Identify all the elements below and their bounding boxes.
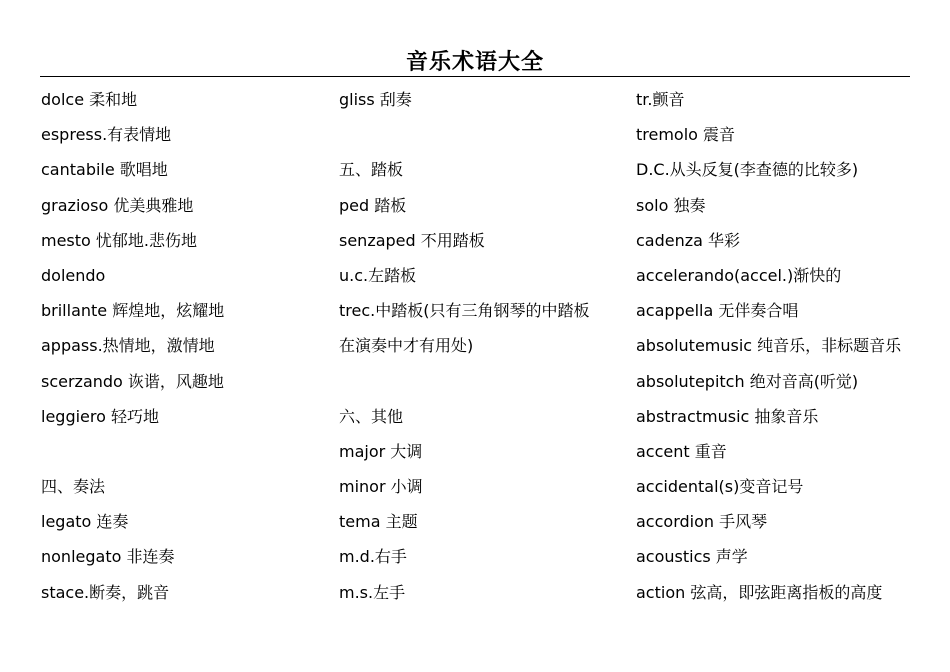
term-line: absolutemusic 纯音乐，非标题音乐 [636,336,902,356]
term-line: stace.断奏，跳音 [41,582,170,602]
term-line: action 弦高，即弦距离指板的高度 [636,582,883,602]
blank-line [339,364,624,399]
term-line: tr.颤音 [636,90,685,109]
term-line: appass.热情地，激情地 [41,336,215,356]
blank-line [339,117,624,152]
term-line-continued: 在演奏中才有用处) [339,336,474,356]
term-line: ped 踏板 [339,195,407,215]
term-line: accelerando(accel.)渐快的 [636,265,842,285]
section-heading: 六、其他 [339,406,404,426]
blank-line [41,434,331,469]
column-1 [41,82,331,610]
term-line: legato 连奏 [41,512,129,532]
term-line: grazioso 优美典雅地 [41,195,194,215]
term-line: tema 主题 [339,512,418,532]
term-line: minor 小调 [339,477,423,497]
column-2 [339,82,624,610]
document-title: 音乐术语大全 [405,50,544,75]
column-3 [636,82,926,610]
term-line: abstractmusic 抽象音乐 [636,406,819,426]
term-line: accidental(s)变音记号 [636,477,804,497]
term-line: nonlegato 非连奏 [41,547,175,567]
term-line: acappella 无伴奏合唱 [636,301,799,321]
term-line: acoustics 声学 [636,547,748,567]
term-line: solo 独奏 [636,195,706,215]
term-line: accent 重音 [636,441,727,461]
term-line: m.d.右手 [339,547,407,567]
term-line: cadenza 华彩 [636,230,741,250]
term-line: gliss 刮奏 [339,90,412,109]
term-line: tremolo 震音 [636,125,736,145]
term-line: dolce 柔和地 [41,90,138,109]
term-line: accordion 手风琴 [636,512,768,532]
term-line: dolendo [41,265,106,285]
term-line: D.C.从头反复(李查德的比较多) [636,160,859,180]
term-line: espress.有表情地 [41,125,172,145]
term-line: major 大调 [339,441,423,461]
term-line: m.s.左手 [339,582,406,602]
term-line: trec.中踏板(只有三角钢琴的中踏板 [339,301,590,321]
term-line: mesto 忧郁地.悲伤地 [41,230,198,250]
term-line: cantabile 歌唱地 [41,160,168,180]
title-underline [40,76,910,77]
term-line: leggiero 轻巧地 [41,406,159,426]
term-line: u.c.左踏板 [339,265,417,285]
section-heading: 五、踏板 [339,160,404,180]
term-line: scerzando 诙谐，风趣地 [41,371,224,391]
term-line: absolutepitch 绝对音高(听觉) [636,371,859,391]
term-line: brillante 辉煌地，炫耀地 [41,301,225,321]
section-heading: 四、奏法 [41,477,106,497]
term-line: senzaped 不用踏板 [339,230,485,250]
